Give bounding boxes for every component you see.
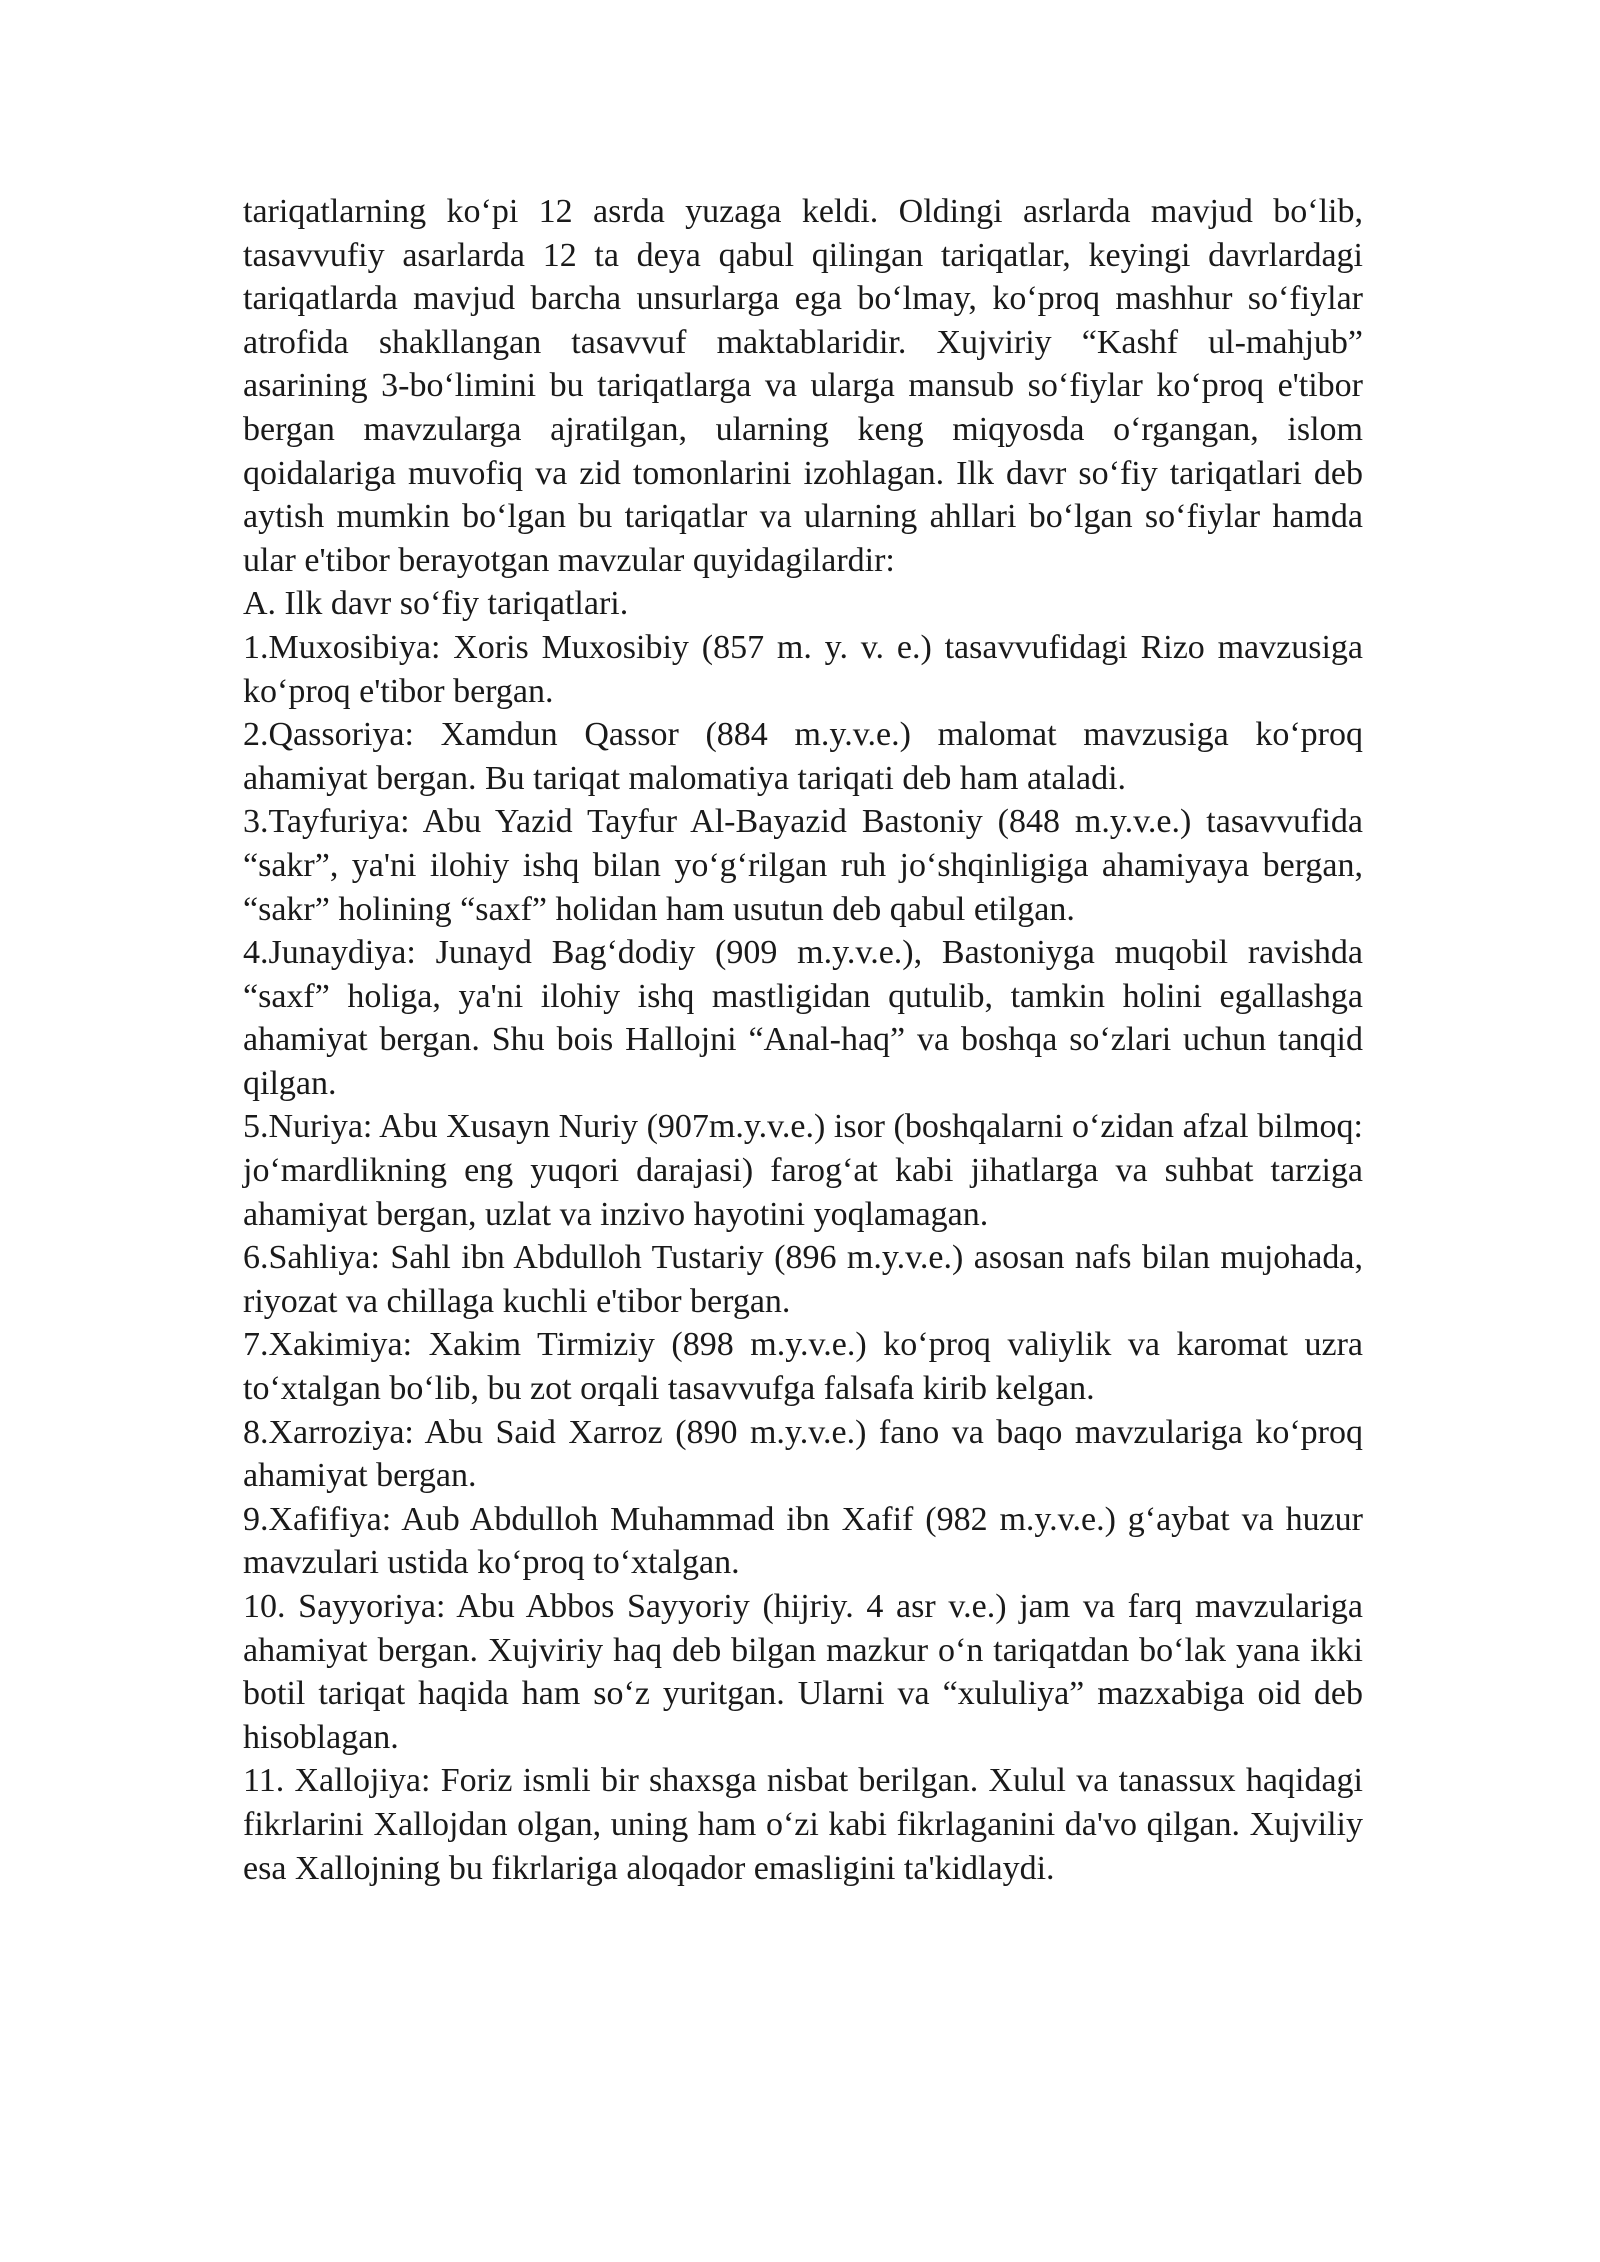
intro-paragraph: tariqatlarning ko‘pi 12 asrda yuzaga keldi. Oldingi asrlarda mavjud bo‘lib, tasavvufiy asarlarda 12 ta deya qabul qilingan tariqatlar, keyingi davrlardagi tariqatlarda mavjud barcha unsurlarga ega bo‘lmay, ko‘proq mashhur so‘fiylar atrofida shakllangan tasavvuf maktablaridir. Xujviriy “Kashf ul-mahjub” asarining 3-bo‘limini bu tariqatlarga va ularga mansub so‘fiylar ko‘proq e'tibor bergan mavzularga ajratilgan, ularning keng miqyosda o‘rgangan, islom qoidalariga muvofiq va zid tomonlarini izohlagan. Ilk davr so‘fiy tariqatlari deb aytish mumkin bo‘lgan bu tariqatlar va ularning ahllari bo‘lgan so‘fiylar hamda ular e'tibor berayotgan mavzular quyidagilardir: — [243, 193, 1363, 579]
list-item-sahliya: 6.Sahliya: Sahl ibn Abdulloh Tustariy (896 m.y.v.e.) asosan nafs bilan mujohada, riyozat va chillaga kuchli e'tibor bergan. — [243, 1239, 1363, 1320]
list-item-xafifiya: 9.Xafifiya: Aub Abdulloh Muhammad ibn Xafif (982 m.y.v.e.) g‘aybat va huzur mavzulari ustida ko‘proq to‘xtalgan. — [243, 1500, 1363, 1582]
list-item-muxosibiya: 1.Muxosibiya: Xoris Muxosibiy (857 m. y. v. e.) tasavvufidagi Rizo mavzusiga ko‘proq e'tibor bergan. — [243, 628, 1363, 710]
list-item-xakimiya: 7.Xakimiya: Xakim Tirmiziy (898 m.y.v.e.) ko‘proq valiylik va karomat uzra to‘xtalgan bo‘lib, bu zot orqali tasavvufga falsafa kirib kelgan. — [243, 1326, 1363, 1408]
document-page — [243, 190, 1363, 1890]
list-item-xallojiya: 11. Xallojiya: Foriz ismli bir shaxsga nisbat berilgan. Xulul va tanassux haqidagi fikrlarini Xallojdan olgan, uning ham o‘zi kabi fikrlaganini da'vo qilgan. Xujviliy esa Xallojning bu fikrlariga aloqador emasligini ta'kidlaydi. — [243, 1762, 1363, 1887]
list-item-junaydiya: 4.Junaydiya: Junayd Bag‘dodiy (909 m.y.v.e.), Bastoniyga muqobil ravishda “saxf” holiga, ya'ni ilohiy ishq mastligidan qutulib, tamkin holini egallashga ahamiyat bergan. Shu bois Hallojni “Anal-haq” va boshqa so‘zlari uchun tanqid qilgan. — [243, 934, 1363, 1102]
list-item-qassoriya: 2.Qassoriya: Xamdun Qassor (884 m.y.v.e.) malomat mavzusiga ko‘proq ahamiyat bergan. Bu tariqat malomatiya tariqati deb ham ataladi. — [243, 716, 1363, 797]
list-item-sayyoriya: 10. Sayyoriya: Abu Abbos Sayyoriy (hijriy. 4 asr v.e.) jam va farq mavzulariga ahamiyat bergan. Xujviriy haq deb bilgan mazkur o‘n tariqatdan bo‘lak yana ikki botil tariqat haqida ham so‘z yuritgan. Ularni va “xululiya” mazxabiga oid deb hisoblagan. — [243, 1588, 1363, 1756]
list-item-tayfuriya: 3.Tayfuriya: Abu Yazid Tayfur Al-Bayazid Bastoniy (848 m.y.v.e.) tasavvufida “sakr”, ya'ni ilohiy ishq bilan yo‘g‘rilgan ruh jo‘shqinligiga ahamiyaya bergan, “sakr” holining “saxf” holidan ham usutun deb qabul etilgan. — [243, 803, 1363, 928]
section-heading: A. Ilk davr so‘fiy tariqatlari. — [243, 585, 629, 623]
list-item-xarroziya: 8.Xarroziya: Abu Said Xarroz (890 m.y.v.e.) fano va baqo mavzulariga ko‘proq ahamiyat bergan. — [243, 1413, 1363, 1495]
list-item-nuriya: 5.Nuriya: Abu Xusayn Nuriy (907m.y.v.e.) isor (boshqalarni o‘zidan afzal bilmoq: jo‘mardlikning eng yuqori darajasi) farog‘at kabi jihatlarga va suhbat tarziga ahamiyat bergan, uzlat va inzivo hayotini yoqlamagan. — [243, 1108, 1363, 1233]
